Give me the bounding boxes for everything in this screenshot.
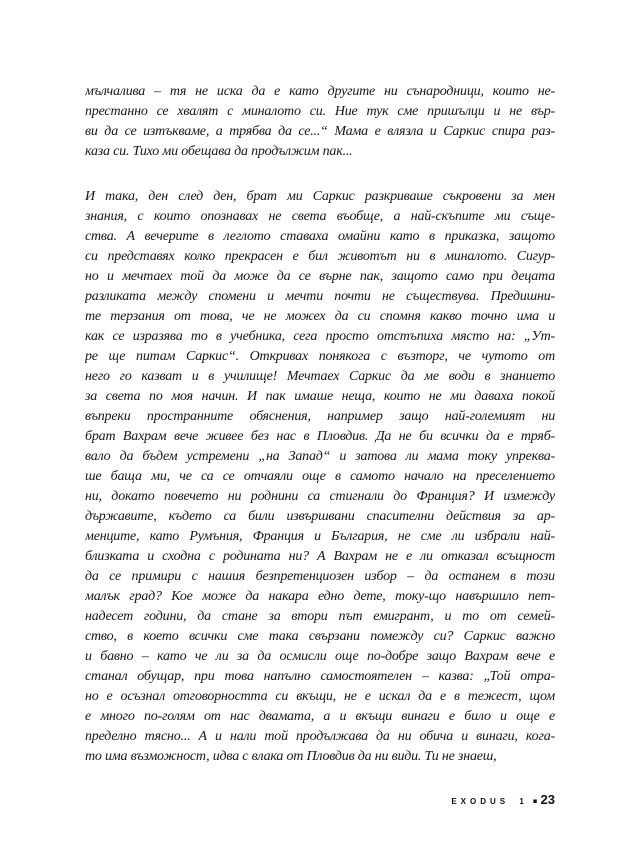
text-line: каза си. Тихо ми обещава да продължим пак... <box>85 144 353 159</box>
text-line: престанно се хвалят с миналото си. Ние тук сме пришълци и не вър- <box>85 104 555 119</box>
text-line: ше баща ми, че са се отчаяли още в самото начало на преселението <box>85 469 555 484</box>
text-line: ви да се изтъкваме, а трябва да се...“ Мама е влязла и Саркис спира раз- <box>85 124 555 139</box>
text-line: за света по моя начин. И пак имаше неща, които не ми даваха покой <box>85 389 555 404</box>
text-line: разликата между спомени и мечти почти не съществува. Предишни- <box>85 289 555 304</box>
text-line: то има възможност, идва с влака от Пловдив да ни види. Ти не знаеш, <box>85 749 497 764</box>
text-line: държавите, където са били извършвани спасителни действия за ар- <box>85 509 555 524</box>
text-line: надесет години, да стане за втори път емигрант, и то от семей- <box>85 609 555 624</box>
text-line: ни, докато повечето ни роднини са стигнали до Франция? И измежду <box>85 489 555 504</box>
text-line: мълчалива – тя не иска да е като другите ни сънародници, които не- <box>85 84 555 99</box>
text-line: те терзания от това, че не можех да си спомня какво точно има и <box>85 309 555 324</box>
text-line: е много по-голям от нас двамата, а и вкъщи винаги е било и още е <box>85 709 555 724</box>
text-line: близката и сходна с родината ни? А Вахрам не е ли отказал всъщност <box>85 549 555 564</box>
text-line: въпреки пространните обяснения, например защо най-големият ни <box>85 409 555 424</box>
text-line: пределно тясно... А и нали той продължава да ни обича и винаги, кога- <box>85 729 555 744</box>
text-line: как се изразява то в учебника, сега просто отстъпиха място на: „Ут- <box>85 329 555 344</box>
text-line: ре ще питам Саркис“. Откривах понякога с възторг, че чутото от <box>85 349 555 364</box>
text-line: знания, с които опознавах не света въобще, а най-скъпите ми съще- <box>85 209 555 224</box>
text-line: него го казват и в училище! Мечтаех Саркис да ме води в знанието <box>85 369 555 384</box>
text-line: и бавно – като че ли за да осмисли още по-добре защо Вахрам вече е <box>85 649 555 664</box>
text-line: брат Вахрам вече живее без нас в Пловдив. Да не би всички да е тряб- <box>85 429 555 444</box>
page-text <box>85 82 555 767</box>
footer-bullet-icon: ▪ <box>532 797 538 805</box>
running-title: EXODUS 1 <box>451 797 528 806</box>
page-number: 23 <box>540 792 555 807</box>
text-line: И така, ден след ден, брат ми Саркис разкриваше съкровени за мен <box>85 189 555 204</box>
text-line: но е осъзнал отговорността си вкъщи, не е искал да е в тежест, щом <box>85 689 555 704</box>
text-line: ство, в което всички сме така свързани помежду си? Саркис важно <box>85 629 555 644</box>
text-line: станал обущар, при това напълно самостоятелен – казва: „Той отра- <box>85 669 555 684</box>
page-footer <box>85 791 555 809</box>
paragraph <box>85 82 555 162</box>
text-line: менците, като Румъния, Франция и България, не сме ли избрали най- <box>85 529 555 544</box>
text-line: но и мечтаех той да може да се върне пак, защото само при децата <box>85 269 555 284</box>
text-line: вало да бъдем устремени „на Запад“ и затова ли мама току упреква- <box>85 449 555 464</box>
text-line: си представях колко прекрасен е бил животът ни в миналото. Сигур- <box>85 249 555 264</box>
text-line: да се примири с нашия безпретенциозен избор – да останем в този <box>85 569 555 584</box>
text-line: малък град? Кое може да накара едно дете, току-що навършило пет- <box>85 589 555 604</box>
paragraph <box>85 187 555 767</box>
text-line: ства. А вечерите в леглото ставаха омайни като в приказка, защото <box>85 229 555 244</box>
